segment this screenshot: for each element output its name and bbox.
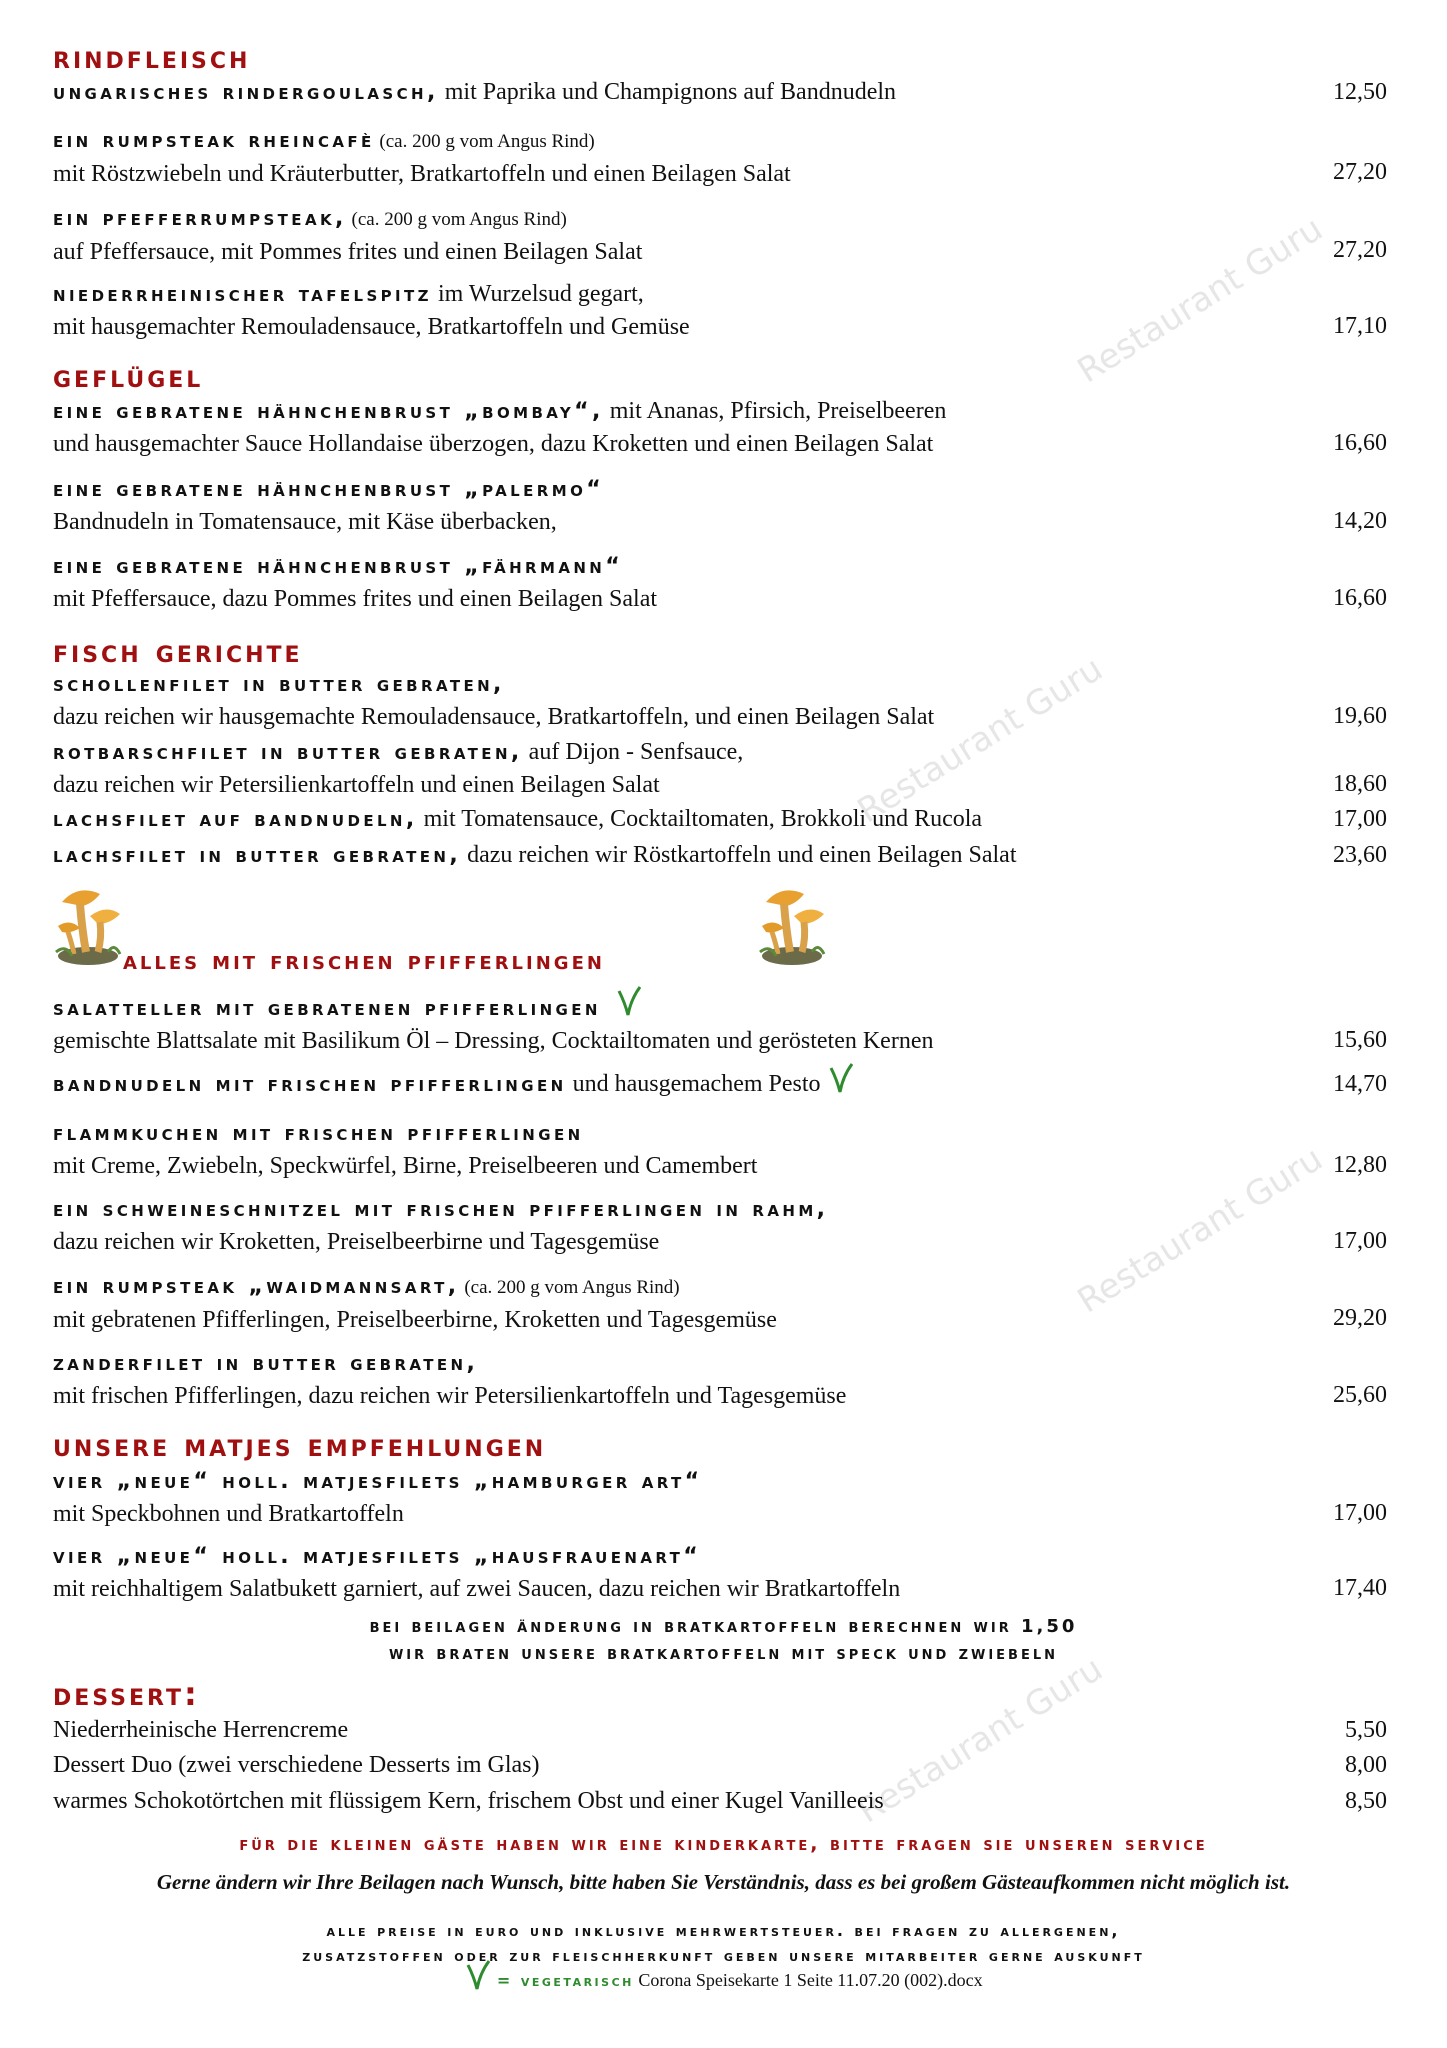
- price: 8,00: [1345, 1752, 1387, 1778]
- chanterelle-icon: [756, 882, 828, 968]
- menu-item: [53, 1540, 1387, 1605]
- menu-item: [53, 1270, 1387, 1336]
- watermark: Restaurant Guru: [1070, 208, 1330, 392]
- vegetarian-legend: = vegetarisch: [496, 1971, 634, 1990]
- dessert-name: Dessert Duo (zwei verschiedene Desserts im Glas): [53, 1752, 540, 1778]
- price: 12,80: [1333, 1152, 1387, 1178]
- section-heading-pfifferlinge: alles mit frischen pfifferlingen: [123, 946, 605, 976]
- dessert-name: warmes Schokotörtchen mit flüssigem Kern, frischem Obst und einer Kugel Vanilleeis: [53, 1788, 884, 1814]
- menu-item: [53, 395, 1387, 460]
- price: 29,20: [1333, 1305, 1387, 1331]
- dish-desc: gemischte Blattsalate mit Basilikum Öl – Dressing, Cocktailtomaten und gerösteten Kernen: [53, 1028, 934, 1054]
- dish-desc: mit frischen Pfifferlingen, dazu reichen wir Petersilienkartoffeln und Tagesgemüse: [53, 1383, 847, 1409]
- menu-item: [53, 839, 1387, 872]
- bratkartoffel-note: wir braten unsere bratkartoffeln mit speck und zwiebeln: [388, 1643, 1059, 1664]
- dish-name: vier „neue“ holl. matjesfilets „hamburger art“: [53, 1469, 703, 1494]
- dish-name: eine gebratene hähnchenbrust „palermo“: [53, 477, 605, 502]
- dish-name: eine gebratene hähnchenbrust „fährmann“: [53, 554, 624, 579]
- dish-name: schollenfilet in butter gebraten,: [53, 672, 505, 697]
- dish-desc: Bandnudeln in Tomatensauce, mit Käse überbacken,: [53, 509, 557, 535]
- section-heading-gefluegel: geflügel: [53, 357, 204, 395]
- dish-desc: dazu reichen wir Kroketten, Preiselbeerbirne und Tagesgemüse: [53, 1229, 660, 1255]
- price: 18,60: [1333, 771, 1387, 797]
- dish-name: eine gebratene hähnchenbrust „bombay“,: [53, 399, 604, 424]
- dish-name: rotbarschfilet in butter gebraten,: [53, 740, 523, 765]
- section-heading-rindfleisch: rindfleisch: [53, 38, 251, 76]
- menu-item: [53, 1465, 1387, 1530]
- dish-desc: und hausgemachter Sauce Hollandaise überzogen, dazu Kroketten und einen Beilagen Salat: [53, 431, 934, 457]
- section-heading-fisch: fisch gerichte: [53, 632, 303, 670]
- menu-item: [53, 992, 1387, 1057]
- menu-item: [53, 473, 1387, 538]
- dish-desc: mit Tomatensauce, Cocktailtomaten, Brokkoli und Rucola: [417, 806, 983, 832]
- menu-item: [53, 124, 1387, 190]
- menu-item: [53, 736, 1387, 801]
- dish-weight: (ca. 200 g vom Angus Rind): [459, 1277, 680, 1298]
- dish-name: ein pfefferrumpsteak,: [53, 206, 347, 231]
- dish-desc: mit Ananas, Pfirsich, Preiselbeeren: [603, 398, 947, 424]
- dish-name: ein schweineschnitzel mit frischen pfifferlingen in rahm,: [53, 1197, 829, 1222]
- menu-item: [53, 1714, 1387, 1746]
- price: 17,00: [1333, 1228, 1387, 1254]
- dish-desc: mit reichhaltigem Salatbukett garniert, auf zwei Saucen, dazu reichen wir Bratkartoffeln: [53, 1576, 901, 1602]
- price: 25,60: [1333, 1382, 1387, 1408]
- dish-desc: und hausgemachem Pesto: [566, 1071, 821, 1097]
- price: 5,50: [1345, 1717, 1387, 1743]
- price: 15,60: [1333, 1027, 1387, 1053]
- file-info: Corona Speisekarte 1 Seite 11.07.20 (002).docx: [638, 1970, 983, 1990]
- footer-allergen-note: zusatzstoffen oder zur fleischherkunft geben unsere mitarbeiter gerne auskunft: [302, 1946, 1145, 1965]
- dish-name: ein rumpsteak rheincafè: [53, 128, 375, 153]
- dish-desc: mit Creme, Zwiebeln, Speckwürfel, Birne, Preiselbeeren und Camembert: [53, 1153, 758, 1179]
- dish-desc: dazu reichen wir Petersilienkartoffeln und einen Beilagen Salat: [53, 772, 660, 798]
- menu-item: [53, 1785, 1387, 1817]
- menu-item: [53, 550, 1387, 615]
- menu-item: [53, 76, 1387, 109]
- price: 17,40: [1333, 1575, 1387, 1601]
- dish-desc: mit Speckbohnen und Bratkartoffeln: [53, 1501, 404, 1527]
- dish-name: bandnudeln mit frischen pfifferlingen: [53, 1072, 567, 1097]
- kinderkarte-note: für die kleinen gäste haben wir eine kinderkarte, bitte fragen sie unseren service: [239, 1833, 1208, 1855]
- legend-line: [0, 1970, 1447, 1993]
- section-heading-matjes: unsere matjes empfehlungen: [53, 1426, 547, 1464]
- menu-item: [53, 1193, 1387, 1258]
- watermark: Restaurant Guru: [850, 1648, 1110, 1832]
- dish-name: zanderfilet in butter gebraten,: [53, 1351, 479, 1376]
- price: 17,00: [1333, 1500, 1387, 1526]
- dish-name: ein rumpsteak „waidmannsart,: [53, 1274, 460, 1299]
- dish-name: lachsfilet auf bandnudeln,: [53, 807, 418, 832]
- price: 12,50: [1333, 79, 1387, 105]
- dish-desc: mit hausgemachter Remouladensauce, Bratkartoffeln und Gemüse: [53, 314, 690, 340]
- menu-item: [53, 668, 1387, 733]
- menu-item: [53, 1347, 1387, 1412]
- dish-name: salatteller mit gebratenen pfifferlingen: [53, 996, 601, 1021]
- price: 14,70: [1333, 1071, 1387, 1097]
- dish-weight: (ca. 200 g vom Angus Rind): [346, 209, 567, 230]
- dish-desc: mit gebratenen Pfifferlingen, Preiselbeerbirne, Kroketten und Tagesgemüse: [53, 1307, 777, 1333]
- dish-name: niederrheinischer tafelspitz: [53, 282, 432, 307]
- price: 27,20: [1333, 237, 1387, 263]
- beilagen-italic-note: Gerne ändern wir Ihre Beilagen nach Wunsch, bitte haben Sie Verständnis, dass es bei großem Gästeaufkommen nicht möglich ist.: [156, 1870, 1291, 1894]
- price: 17,10: [1333, 313, 1387, 339]
- price: 16,60: [1333, 430, 1387, 456]
- watermark: Restaurant Guru: [1070, 1138, 1330, 1322]
- menu-item: [53, 278, 1387, 343]
- price: 27,20: [1333, 159, 1387, 185]
- vegetarian-icon: [464, 1959, 492, 1993]
- beilage-note: bei beilagen änderung in bratkartoffeln berechnen wir 1,50: [369, 1616, 1078, 1637]
- dish-desc: mit Paprika und Champignons auf Bandnudeln: [438, 79, 897, 105]
- dish-desc: mit Röstzwiebeln und Kräuterbutter, Bratkartoffeln und einen Beilagen Salat: [53, 161, 791, 187]
- dish-name: flammkuchen mit frischen pfifferlingen: [53, 1121, 584, 1146]
- dish-name: ungarisches rindergoulasch,: [53, 80, 439, 105]
- menu-item: [53, 803, 1387, 836]
- dish-name: lachsfilet in butter gebraten,: [53, 843, 462, 868]
- menu-item: [53, 202, 1387, 268]
- price: 17,00: [1333, 806, 1387, 832]
- price: 8,50: [1345, 1788, 1387, 1814]
- dish-desc: dazu reichen wir hausgemachte Remouladensauce, Bratkartoffeln, und einen Beilagen Salat: [53, 704, 935, 730]
- menu-item: [53, 1749, 1387, 1781]
- vegetarian-icon: [615, 985, 643, 1019]
- vegetarian-icon: [827, 1062, 855, 1096]
- dish-desc: auf Pfeffersauce, mit Pommes frites und einen Beilagen Salat: [53, 239, 643, 265]
- price: 16,60: [1333, 585, 1387, 611]
- menu-item: [53, 1117, 1387, 1182]
- price: 19,60: [1333, 703, 1387, 729]
- chanterelle-icon: [52, 882, 124, 968]
- price: 14,20: [1333, 508, 1387, 534]
- dessert-name: Niederrheinische Herrencreme: [53, 1717, 349, 1743]
- dish-name: vier „neue“ holl. matjesfilets „hausfrauenart“: [53, 1544, 702, 1569]
- watermark: Restaurant Guru: [850, 648, 1110, 832]
- dish-weight: (ca. 200 g vom Angus Rind): [374, 131, 595, 152]
- dish-desc: im Wurzelsud gegart,: [431, 281, 644, 307]
- price: 23,60: [1333, 842, 1387, 868]
- dish-desc: mit Pfeffersauce, dazu Pommes frites und einen Beilagen Salat: [53, 586, 658, 612]
- menu-item: [53, 1068, 1387, 1101]
- dish-desc: auf Dijon - Senfsauce,: [522, 739, 744, 765]
- dish-desc: dazu reichen wir Röstkartoffeln und einen Beilagen Salat: [461, 842, 1017, 868]
- footer-prices-note: alle preise in euro und inklusive mehrwertsteuer. bei fragen zu allergenen,: [326, 1921, 1121, 1940]
- section-heading-dessert: dessert:: [53, 1675, 200, 1713]
